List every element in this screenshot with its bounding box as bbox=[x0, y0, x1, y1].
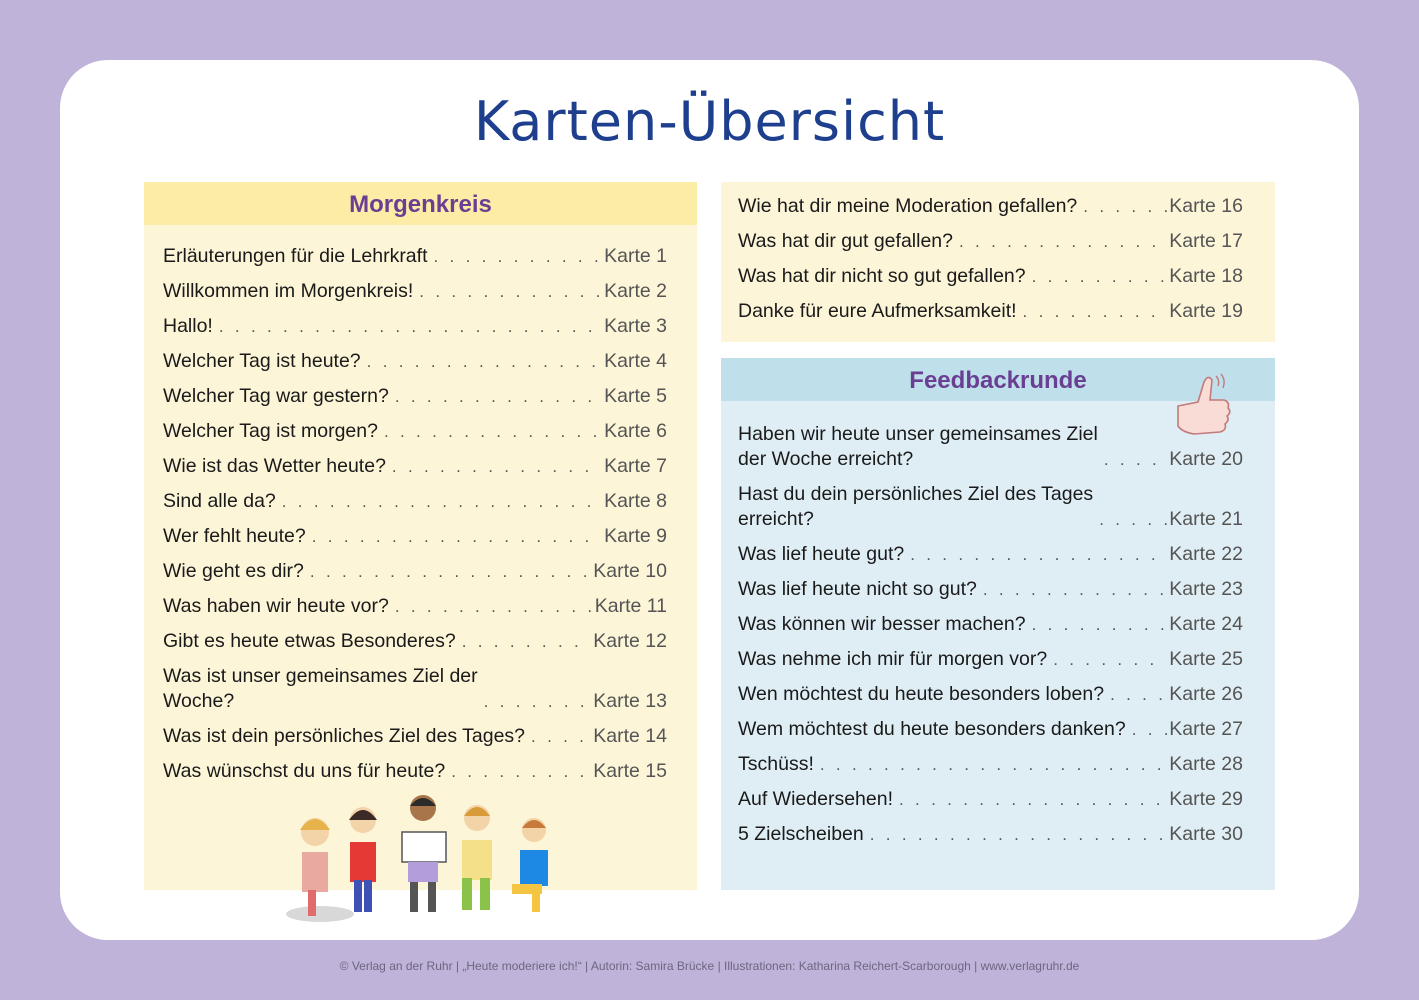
entry-title: Was lief heute nicht so gut? bbox=[738, 578, 977, 600]
card-number: Karte 10 bbox=[593, 560, 667, 582]
card-number: Karte 22 bbox=[1169, 543, 1243, 565]
card-number: Karte 2 bbox=[604, 280, 667, 302]
card-number: Karte 30 bbox=[1169, 823, 1243, 845]
list-item bbox=[738, 782, 1243, 817]
list-item bbox=[738, 642, 1243, 677]
entry-title: Wie geht es dir? bbox=[163, 560, 304, 582]
dot-leader bbox=[899, 787, 1167, 812]
page-title: Karten-Übersicht bbox=[473, 90, 946, 153]
list-item bbox=[163, 344, 667, 379]
dot-leader bbox=[870, 822, 1168, 847]
card-number: Karte 17 bbox=[1169, 230, 1243, 252]
list-item bbox=[738, 259, 1243, 294]
morgenkreis-list bbox=[144, 225, 697, 789]
card-number: Karte 14 bbox=[593, 725, 667, 747]
dot-leader bbox=[531, 724, 591, 749]
entry-title: Haben wir heute unser gemeinsames Ziel der Woche erreicht? bbox=[738, 423, 1098, 470]
dot-leader bbox=[419, 279, 602, 304]
card-number: Karte 28 bbox=[1169, 753, 1243, 775]
list-item bbox=[163, 449, 667, 484]
entry-title: Wer fehlt heute? bbox=[163, 525, 306, 547]
entry-title: Hast du dein persönliches Ziel des Tages erreicht? bbox=[738, 483, 1094, 530]
dot-leader bbox=[820, 752, 1167, 777]
card-number: Karte 9 bbox=[604, 525, 667, 547]
list-item bbox=[163, 554, 667, 589]
list-item bbox=[738, 477, 1243, 537]
entry-title: Hallo! bbox=[163, 315, 213, 337]
entry-title: 5 Zielscheiben bbox=[738, 823, 864, 845]
list-item bbox=[163, 309, 667, 344]
card-number: Karte 29 bbox=[1169, 788, 1243, 810]
list-item bbox=[163, 414, 667, 449]
dot-leader bbox=[462, 629, 592, 654]
card-number: Karte 12 bbox=[593, 630, 667, 652]
dot-leader bbox=[367, 349, 602, 374]
card-number: Karte 27 bbox=[1169, 718, 1243, 740]
entry-title: Was haben wir heute vor? bbox=[163, 595, 389, 617]
list-item bbox=[738, 712, 1243, 747]
morgenkreis-heading: Morgenkreis bbox=[144, 182, 697, 225]
list-item bbox=[163, 659, 667, 719]
card-number: Karte 11 bbox=[594, 595, 667, 617]
card-number: Karte 7 bbox=[604, 455, 667, 477]
entry-title: Gibt es heute etwas Besonderes? bbox=[163, 630, 456, 652]
card-number: Karte 19 bbox=[1169, 300, 1243, 322]
dot-leader bbox=[1083, 194, 1167, 219]
dot-leader bbox=[1053, 647, 1167, 672]
dot-leader bbox=[282, 489, 602, 514]
entry-title: Was hat dir nicht so gut gefallen? bbox=[738, 265, 1026, 287]
card-number: Karte 1 bbox=[604, 245, 667, 267]
dot-leader bbox=[1032, 612, 1168, 637]
entry-title: Danke für eure Aufmerksamkeit! bbox=[738, 300, 1017, 322]
card-number: Karte 8 bbox=[604, 490, 667, 512]
entry-title: Welcher Tag ist heute? bbox=[163, 350, 361, 372]
dot-leader bbox=[384, 419, 602, 444]
entry-title: Wie hat dir meine Moderation gefallen? bbox=[738, 195, 1078, 217]
entry-title: Tschüss! bbox=[738, 753, 814, 775]
feedbackrunde-heading: Feedbackrunde bbox=[721, 358, 1275, 401]
entry-title: Welcher Tag war gestern? bbox=[163, 385, 389, 407]
feedbackrunde-list bbox=[721, 401, 1275, 852]
dot-leader bbox=[910, 542, 1167, 567]
dot-leader bbox=[310, 559, 591, 584]
card-number: Karte 6 bbox=[604, 420, 667, 442]
list-item bbox=[738, 747, 1243, 782]
dot-leader bbox=[219, 314, 602, 339]
dot-leader bbox=[1110, 682, 1167, 707]
entry-title: Wie ist das Wetter heute? bbox=[163, 455, 386, 477]
entry-title: Auf Wiedersehen! bbox=[738, 788, 894, 810]
list-item bbox=[738, 677, 1243, 712]
entry-title: Sind alle da? bbox=[163, 490, 276, 512]
dot-leader bbox=[1104, 447, 1167, 472]
footer-credits: © Verlag an der Ruhr | „Heute moderiere ich!“ | Autorin: Samira Brücke | Illustrationen: Katharina Reichert-Scarborough | www.verlagruhr.de bbox=[339, 959, 1080, 973]
entry-title: Was lief heute gut? bbox=[738, 543, 905, 565]
entry-title: Was hat dir gut gefallen? bbox=[738, 230, 953, 252]
dot-leader bbox=[1032, 264, 1168, 289]
dot-leader bbox=[484, 689, 592, 714]
dot-leader bbox=[451, 759, 591, 784]
list-item bbox=[738, 224, 1243, 259]
card-number: Karte 13 bbox=[593, 690, 667, 712]
dot-leader bbox=[983, 577, 1167, 602]
list-item bbox=[738, 817, 1243, 852]
entry-title: Welcher Tag ist morgen? bbox=[163, 420, 378, 442]
card-number: Karte 15 bbox=[593, 760, 667, 782]
dot-leader bbox=[395, 384, 602, 409]
card-number: Karte 20 bbox=[1169, 448, 1243, 470]
card-number: Karte 23 bbox=[1169, 578, 1243, 600]
dot-leader bbox=[312, 524, 602, 549]
dot-leader bbox=[959, 229, 1167, 254]
card-number: Karte 5 bbox=[604, 385, 667, 407]
moderation-list bbox=[721, 182, 1275, 329]
card-number: Karte 21 bbox=[1169, 508, 1243, 530]
entry-title: Was wünschst du uns für heute? bbox=[163, 760, 446, 782]
children-circle-illustration bbox=[280, 782, 570, 932]
dot-leader bbox=[434, 244, 603, 269]
list-item bbox=[738, 537, 1243, 572]
entry-title: Was können wir besser machen? bbox=[738, 613, 1026, 635]
list-item bbox=[738, 417, 1243, 477]
dot-leader bbox=[395, 594, 593, 619]
list-item bbox=[738, 294, 1243, 329]
dot-leader bbox=[1023, 299, 1168, 324]
list-item bbox=[738, 607, 1243, 642]
card-number: Karte 24 bbox=[1169, 613, 1243, 635]
list-item bbox=[738, 189, 1243, 224]
list-item bbox=[163, 624, 667, 659]
list-item bbox=[163, 484, 667, 519]
card-number: Karte 25 bbox=[1169, 648, 1243, 670]
entry-title: Willkommen im Morgenkreis! bbox=[163, 280, 414, 302]
list-item bbox=[163, 239, 667, 274]
list-item bbox=[163, 379, 667, 414]
card-number: Karte 16 bbox=[1169, 195, 1243, 217]
entry-title: Was nehme ich mir für morgen vor? bbox=[738, 648, 1048, 670]
list-item bbox=[163, 274, 667, 309]
card-number: Karte 3 bbox=[604, 315, 667, 337]
list-item bbox=[163, 589, 667, 624]
moderation-panel bbox=[721, 182, 1275, 342]
dot-leader bbox=[1099, 507, 1167, 532]
dot-leader bbox=[1132, 717, 1168, 742]
thumbs-up-icon bbox=[1172, 370, 1236, 440]
entry-title: Wen möchtest du heute besonders loben? bbox=[738, 683, 1105, 705]
entry-title: Was ist unser gemeinsames Ziel der Woche? bbox=[163, 665, 478, 712]
entry-title: Erläuterungen für die Lehrkraft bbox=[163, 245, 428, 267]
list-item bbox=[163, 519, 667, 554]
entry-title: Was ist dein persönliches Ziel des Tages? bbox=[163, 725, 526, 747]
card-number: Karte 4 bbox=[604, 350, 667, 372]
entry-title: Wem möchtest du heute besonders danken? bbox=[738, 718, 1126, 740]
list-item bbox=[163, 719, 667, 754]
card-number: Karte 18 bbox=[1169, 265, 1243, 287]
card-number: Karte 26 bbox=[1169, 683, 1243, 705]
dot-leader bbox=[392, 454, 602, 479]
list-item bbox=[738, 572, 1243, 607]
